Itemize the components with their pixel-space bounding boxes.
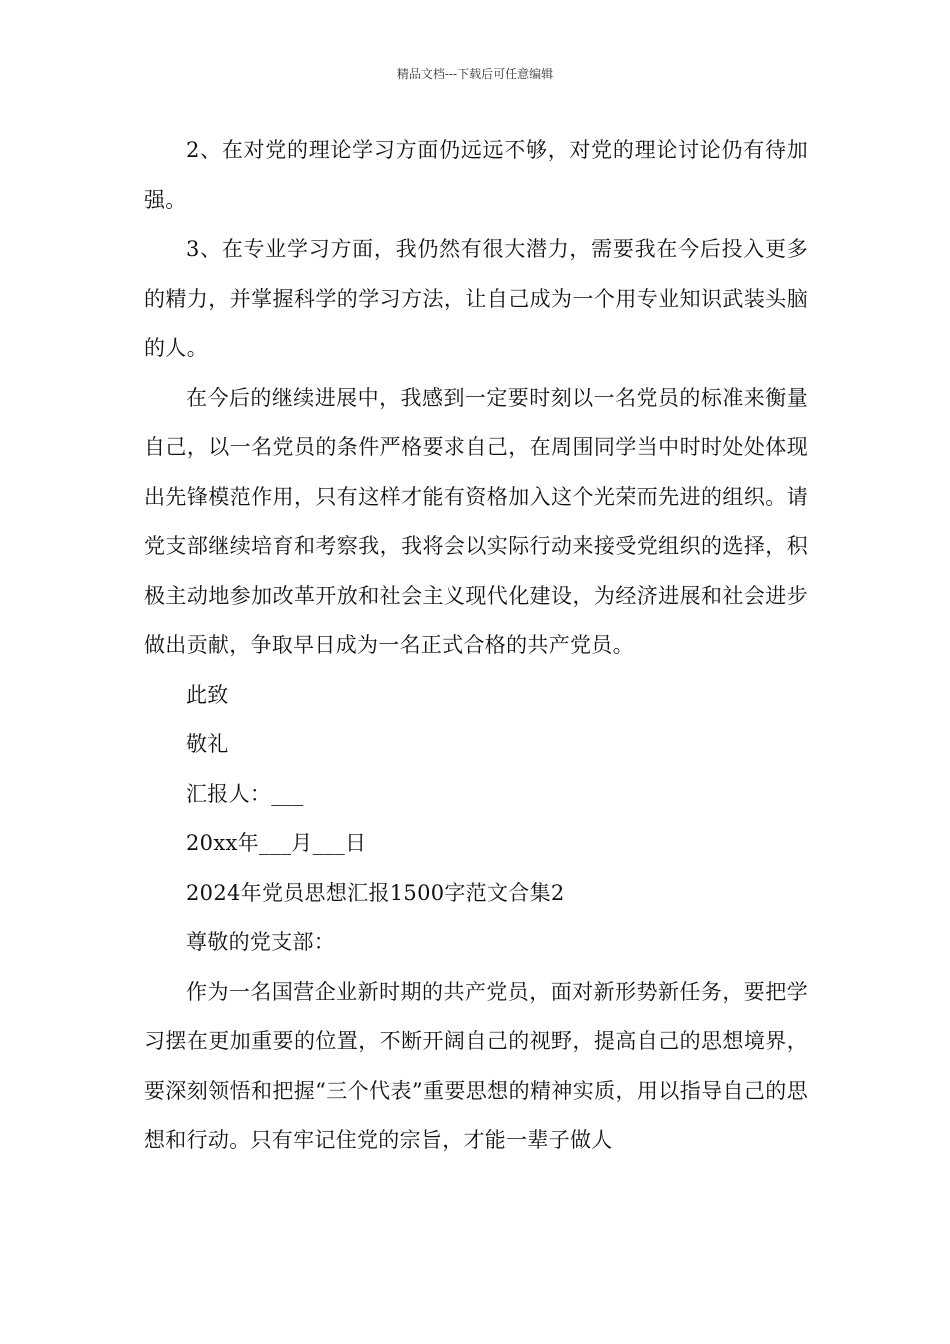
closing-line: 此致 [186, 682, 229, 707]
document-body [144, 126, 808, 1166]
section-title: 2024年党员思想汇报1500字范文合集2 [186, 880, 565, 905]
greeting-line: 尊敬的党支部： [186, 930, 336, 954]
reporter-line: 汇报人：___ [186, 781, 304, 806]
salute-line: 敬礼 [186, 732, 229, 756]
paragraph-future-commitment: 在今后的继续进展中，我感到一定要时刻以一名党员的标准来衡量自己，以一名党员的条件严格要求自己，在周围同学当中时时处处体现出先锋模范作用，只有这样才能有资格加入这个光荣而先进的组织。请党支部继续培育和考察我，我将会以实际行动来接受党组织的选择，积极主动地参加改革开放和社会主义现代化建设，为经济进展和社会进步做出贡献，争取早日成为一名正式合格的共产党员。 [144, 385, 808, 657]
paragraph-next-report: 作为一名国营企业新时期的共产党员，面对新形势新任务，要把学习摆在更加重要的位置，不断开阔自己的视野，提高自己的思想境界，要深刻领悟和把握“三个代表”重要思想的精神实质，用以指导自己的思想和行动。只有牢记住党的宗旨，才能一辈子做人 [144, 979, 808, 1152]
paragraph-item-2: 2、在对党的理论学习方面仍远远不够，对党的理论讨论仍有待加强。 [144, 138, 808, 212]
date-line: 20xx年___月___日 [186, 831, 367, 855]
paragraph-item-3: 3、在专业学习方面，我仍然有很大潜力，需要我在今后投入更多的精力，并掌握科学的学习方法，让自己成为一个用专业知识武装头脑的人。 [144, 237, 808, 360]
page-header: 精品文档---下载后可任意编辑 [396, 67, 554, 81]
